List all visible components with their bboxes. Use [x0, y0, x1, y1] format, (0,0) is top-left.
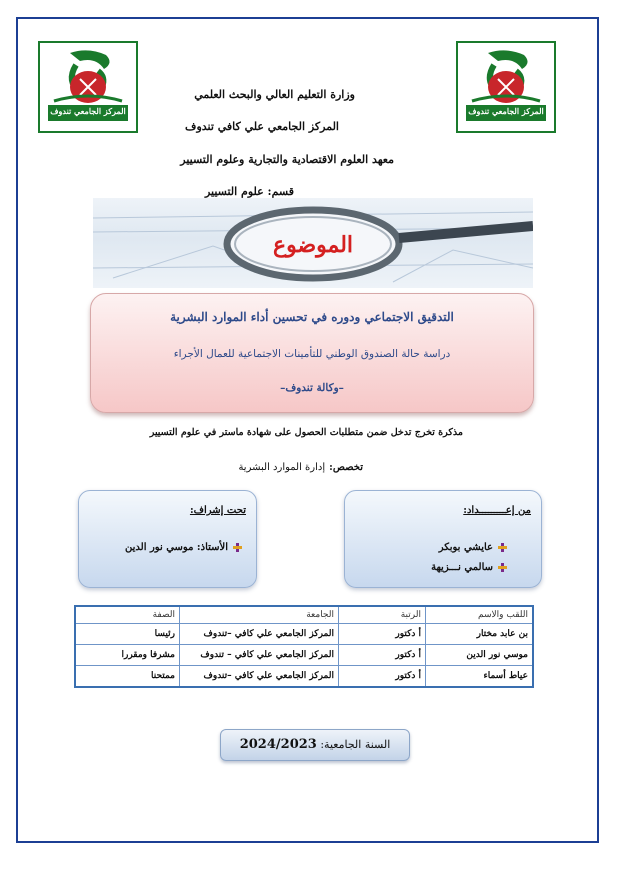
column-header: الصفة [75, 606, 180, 624]
academic-year-value: 2024/2023 [239, 737, 317, 752]
academic-year-label: السنة الجامعية: [320, 738, 391, 751]
column-header: الرتبة [339, 606, 426, 624]
table-cell: موسي نور الدين [426, 645, 534, 666]
university-logo-icon [458, 43, 554, 131]
specialty-label: تخصص: [329, 462, 363, 473]
student-item [431, 562, 507, 573]
specialty-value: إدارة الموارد البشرية [238, 462, 326, 473]
table-cell: المركز الجامعي علي كافي –تندوف [180, 624, 339, 645]
university-logo-icon [40, 43, 136, 131]
table-cell: أ دكتور [339, 624, 426, 645]
table-cell: عياط أسماء [426, 666, 534, 688]
table-cell: المركز الجامعي علي كافي – تندوف [180, 645, 339, 666]
table-header-row [75, 606, 533, 624]
supervisor-item [125, 542, 242, 553]
logo-caption: المركز الجامعي تندوف [468, 106, 544, 116]
subject-banner [93, 198, 533, 288]
thesis-title: التدقيق الاجتماعي ودوره في تحسين أداء الموارد البشرية [170, 310, 454, 324]
student-item [439, 542, 507, 553]
memo-line: مذكرة تخرج تدخل ضمن متطلبات الحصول على شهادة ماستر في علوم التسيير [149, 427, 463, 438]
jury-table [74, 605, 534, 688]
agency-line: –وكالة تندوف– [280, 382, 344, 394]
prepared-by-heading: من إعـــــــــداد: [463, 505, 531, 516]
subject-box [90, 293, 534, 413]
table-cell: رئيسا [75, 624, 180, 645]
academic-year-box [220, 729, 410, 761]
supervisor-name: الأستاذ: موسي نور الدين [125, 542, 228, 553]
table-row [75, 666, 533, 688]
table-cell: مشرفا ومقررا [75, 645, 180, 666]
column-header: الجامعة [180, 606, 339, 624]
logo-caption: المركز الجامعي تندوف [50, 106, 126, 116]
university-logo-left [38, 41, 138, 133]
department-line: قسم: علوم التسيير [204, 185, 294, 198]
institute-line: معهد العلوم الاقتصادية والتجارية وعلوم التسيير [180, 153, 394, 166]
table-cell: ممتحنا [75, 666, 180, 688]
student-name: عايشي بوبكر [438, 542, 493, 553]
column-header: اللقب والاسم [426, 606, 534, 624]
table-row [75, 624, 533, 645]
bullet-icon [498, 543, 507, 552]
table-cell: أ دكتور [339, 666, 426, 688]
bullet-icon [233, 543, 242, 552]
student-name: سالمي نـــزيهة [431, 562, 493, 573]
university-logo-right [456, 41, 556, 133]
case-study-line: دراسة حالة الصندوق الوطني للتأمينات الاجتماعية للعمال الأجراء [173, 348, 451, 360]
table-cell: المركز الجامعي علي كافي –تندوف [180, 666, 339, 688]
table-cell: بن عابد مختار [426, 624, 534, 645]
table-row [75, 645, 533, 666]
university-center-line: المركز الجامعي علي كافي تندوف [185, 120, 339, 133]
supervision-card [78, 490, 257, 588]
prepared-by-card [344, 490, 542, 588]
table-cell: أ دكتور [339, 645, 426, 666]
ministry-line: وزارة التعليم العالي والبحث العلمي [194, 88, 355, 101]
bullet-icon [498, 563, 507, 572]
specialty-line [238, 462, 363, 473]
supervision-heading: تحت إشراف: [189, 505, 246, 516]
banner-title: الموضوع [272, 232, 354, 258]
